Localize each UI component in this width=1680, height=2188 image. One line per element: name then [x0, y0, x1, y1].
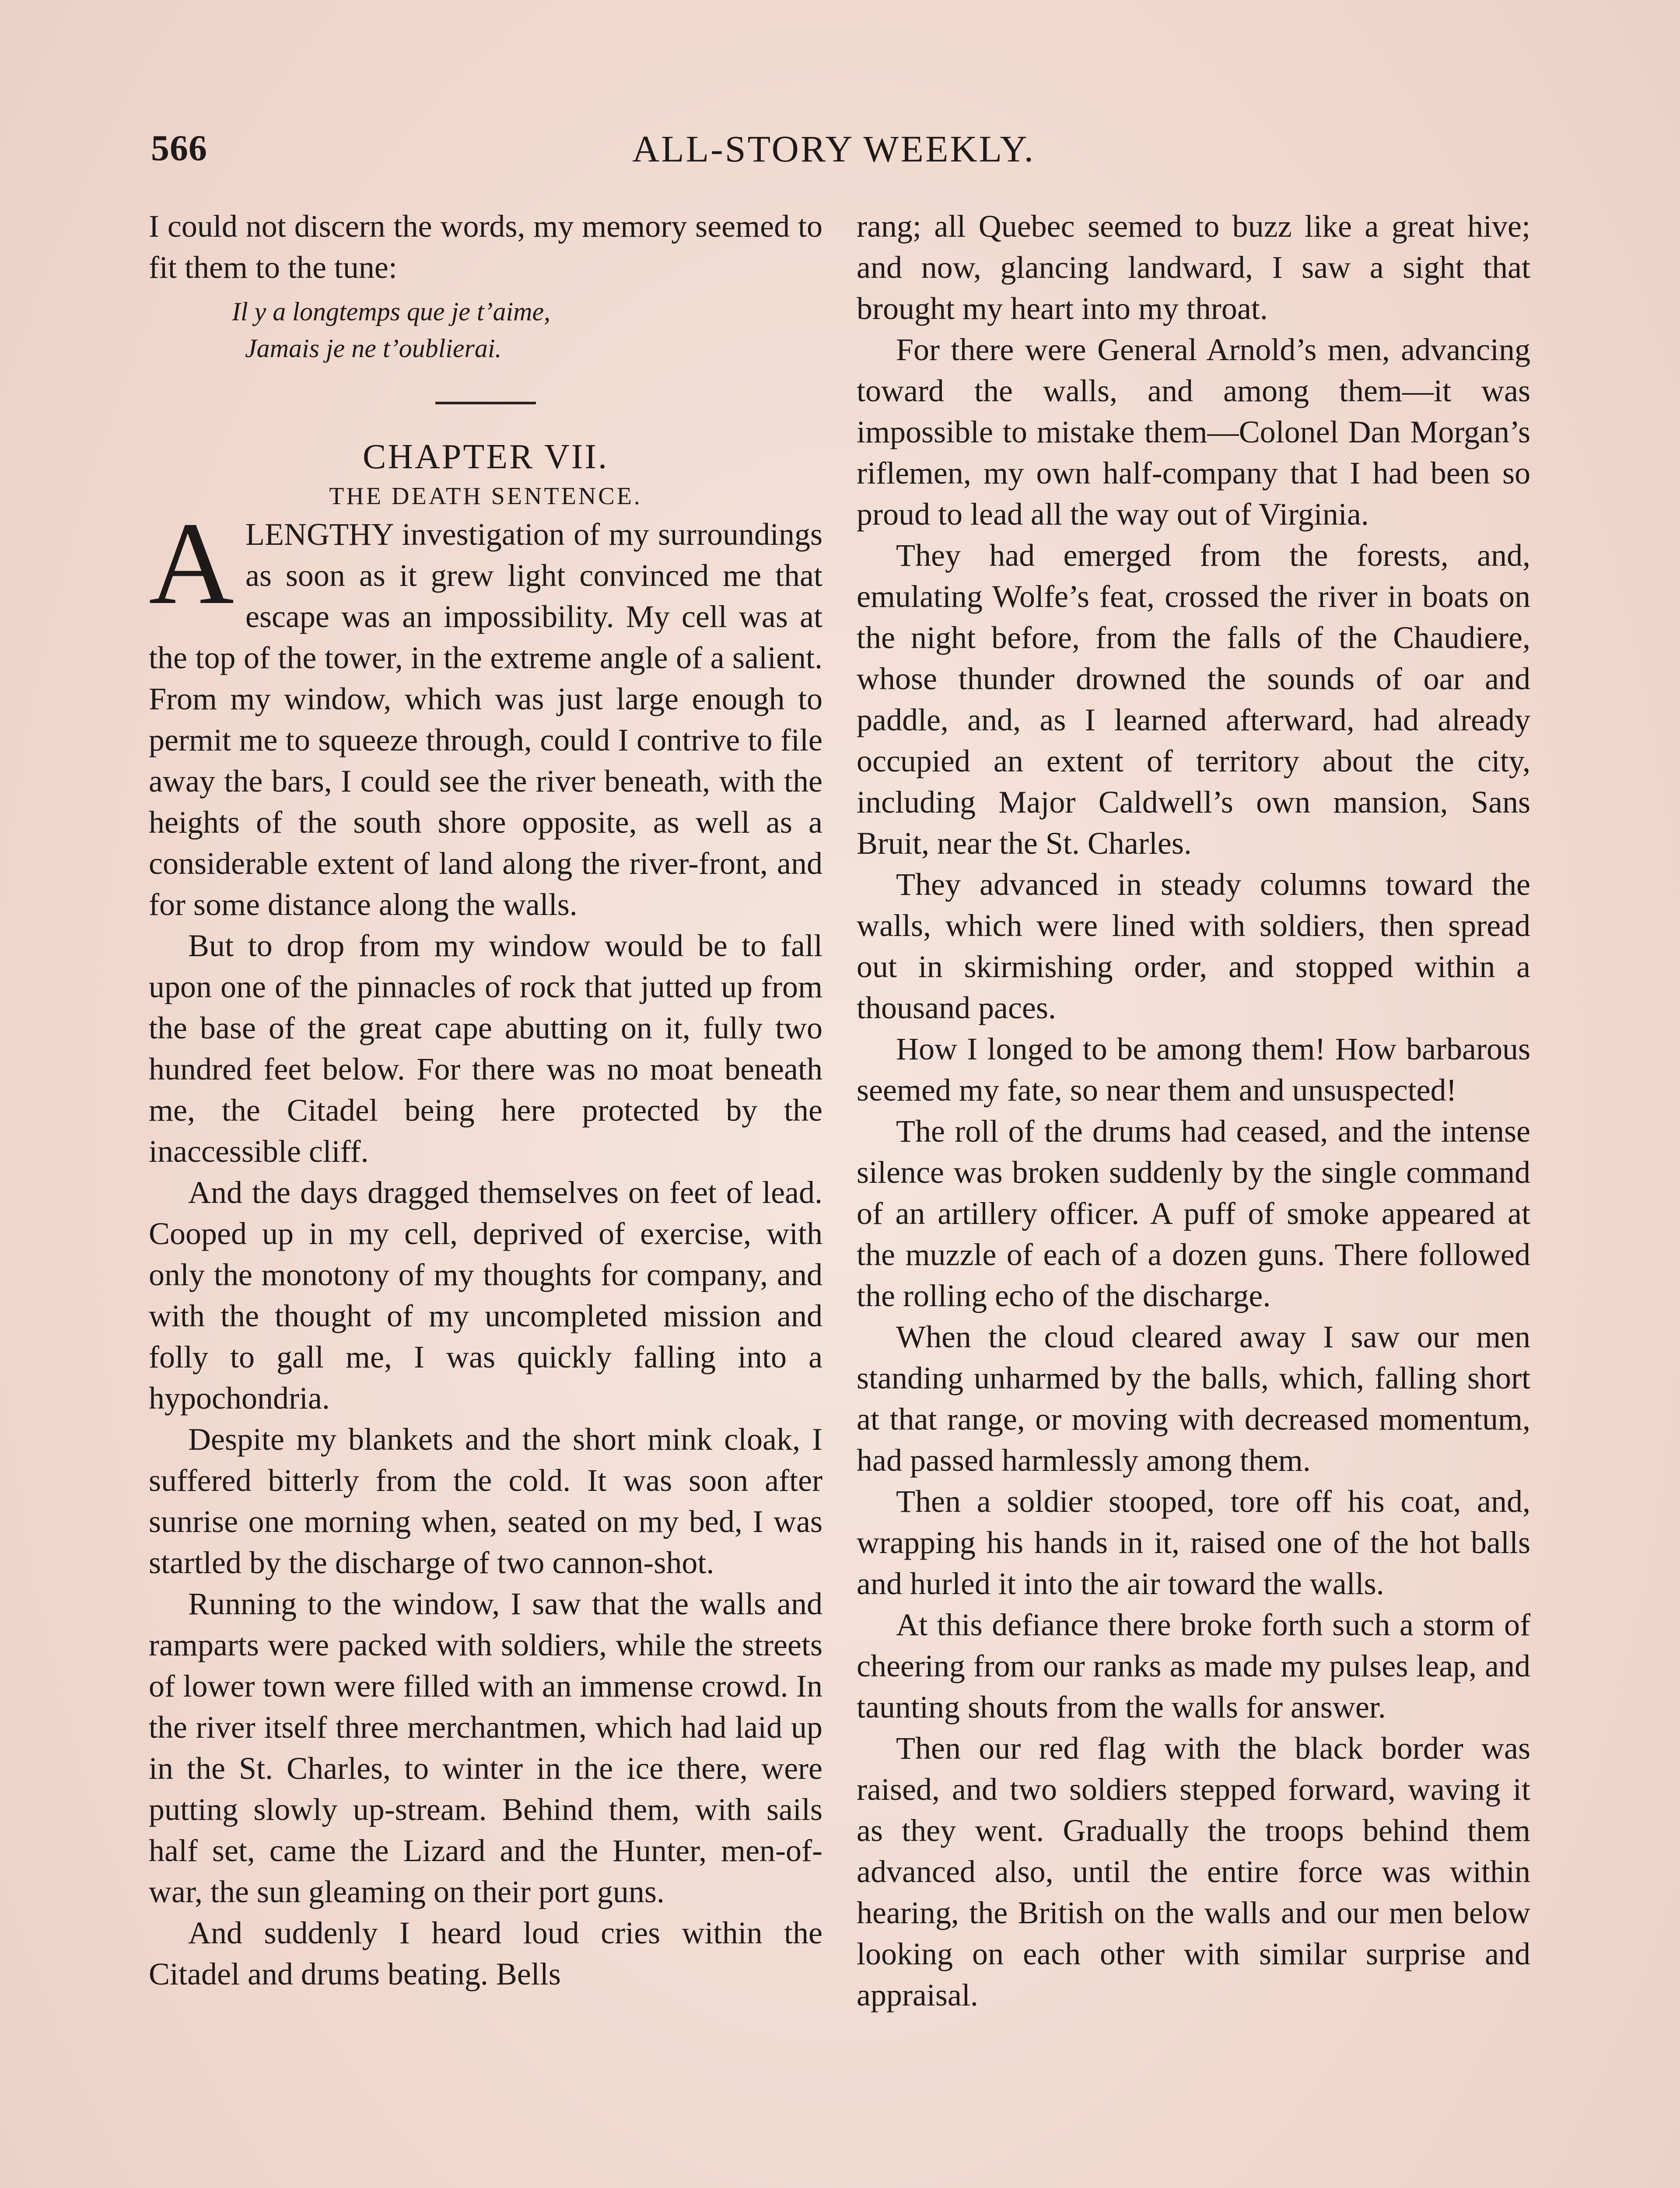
paragraph: How I longed to be among them! How barbarous seemed my fate, so near them and unsuspected!: [857, 1031, 1530, 1108]
paragraph: Running to the window, I saw that the walls and ramparts were packed with soldiers, while the streets of lower town were filled with an immense crowd. In the river itself three merchantmen, which had laid up in the St. Charles, to winter in the ice there, were putting slowly up-stream. Behind them, with sails half set, came the Lizard and the Hunter, men-of-war, the sun gleaming on their port guns.: [149, 1586, 822, 1909]
chapter-title: CHAPTER VII.: [362, 438, 609, 476]
right-column: [857, 206, 1530, 2016]
chapter-subtitle: THE DEATH SENTENCE.: [329, 483, 642, 510]
paragraph: When the cloud cleared away I saw our men standing unharmed by the balls, which, falling short at that range, or moving with decreased momentum, had passed harmlessly among them.: [857, 1319, 1530, 1478]
paragraph: They advanced in steady columns toward the walls, which were lined with soldiers, then spread out in skirmishing order, and stopped within a thousand paces.: [857, 867, 1530, 1025]
paragraph-text: LENGTHY investigation of my surroundings as soon as it grew light convinced me that escape was an impossibility. My cell was at the top of the tower, in the extreme angle of a salient. From my window, which was just large enough to permit me to squeeze through, could I contrive to file away the bars, I could see the river beneath, with the heights of the south shore opposite, as well as a considerable extent of land along the river-front, and for some distance along the walls.: [149, 517, 822, 922]
verse-line: Il y a longtemps que je t’aime,: [232, 297, 551, 326]
paragraph: At this defiance there broke forth such a storm of cheering from our ranks as made my pulses leap, and taunting shouts from the walls for answer.: [857, 1607, 1530, 1725]
paragraph: I could not discern the words, my memory seemed to fit them to the tune:: [149, 209, 822, 285]
paragraph: And the days dragged themselves on feet of lead. Cooped up in my cell, deprived of exercise, with only the monotony of my thoughts for company, and with the thought of my uncompleted mission and folly to gall me, I was quickly falling into a hypochondria.: [149, 1175, 822, 1416]
paragraph: For there were General Arnold’s men, advancing toward the walls, and among them—it was impossible to mistake them—Colonel Dan Morgan’s riflemen, my own half-company that I had been so proud to lead all the way out of Virginia.: [857, 332, 1530, 532]
running-head: ALL-STORY WEEKLY.: [632, 128, 1035, 170]
paragraph: But to drop from my window would be to fall upon one of the pinnacles of rock that jutted up from the base of the great cape abutting on it, fully two hundred feet below. For there was no moat beneath me, the Citadel being here protected by the inaccessible cliff.: [149, 928, 822, 1169]
drop-cap: A: [149, 498, 234, 629]
left-column: [149, 206, 822, 1995]
paragraph: Then our red flag with the black border was raised, and two soldiers stepped forward, waving it as they went. Gradually the troops behind them advanced also, until the entire force was within hearing, the British on the walls and our men below looking on each other with similar surprise and appraisal.: [857, 1731, 1530, 2013]
page-number: 566: [151, 128, 207, 168]
section-divider: [435, 402, 536, 404]
paragraph: Despite my blankets and the short mink cloak, I suffered bitterly from the cold. It was soon after sunrise one morning when, seated on my bed, I was startled by the discharge of two cannon-shot.: [149, 1422, 822, 1580]
verse-line: Jamais je ne t’oublierai.: [245, 334, 502, 363]
paragraph: rang; all Quebec seemed to buzz like a great hive; and now, glancing landward, I saw a sight that brought my heart into my throat.: [857, 209, 1530, 326]
paragraph: They had emerged from the forests, and, emulating Wolfe’s feat, crossed the river in boats on the night before, from the falls of the Chaudiere, whose thunder drowned the sounds of oar and paddle, and, as I learned afterward, had already occupied an extent of territory about the city, including Major Caldwell’s own mansion, Sans Bruit, near the St. Charles.: [857, 538, 1530, 861]
opening-paragraph: [149, 498, 822, 925]
paragraph: And suddenly I heard loud cries within the Citadel and drums beating. Bells: [149, 1915, 822, 1992]
paragraph: The roll of the drums had ceased, and the intense silence was broken suddenly by the single command of an artillery officer. A puff of smoke appeared at the muzzle of each of a dozen guns. There followed the rolling echo of the discharge.: [857, 1114, 1530, 1313]
verse-block: [232, 293, 822, 367]
page-header: [151, 127, 1538, 179]
paragraph: Then a soldier stooped, tore off his coat, and, wrapping his hands in it, raised one of the hot balls and hurled it into the air toward the walls.: [857, 1484, 1530, 1601]
